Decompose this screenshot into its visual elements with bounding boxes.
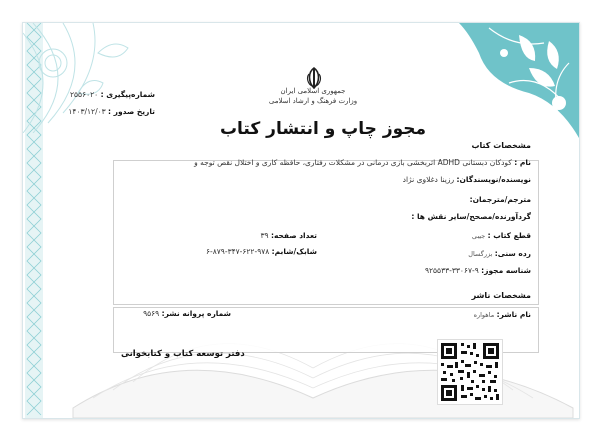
translator-label: مترجم/مترجمان: xyxy=(469,195,531,204)
license-value: ۹-۳۳۰۶۷-۹۲۵۵۳۳ xyxy=(424,266,479,275)
ministry-line-1: جمهوری اسلامی ایران xyxy=(280,87,346,95)
license-certificate xyxy=(22,22,580,419)
book-title-row xyxy=(194,158,531,167)
pages-label: تعداد صفحه: xyxy=(270,231,317,240)
compiler-row xyxy=(411,212,531,221)
publisher-name-label: نام ناشر: xyxy=(496,310,531,319)
author-label: نویسنده/نویسندگان: xyxy=(456,175,531,184)
age-label: رده سنی: xyxy=(494,249,531,258)
pages-value: ۳۹ xyxy=(260,231,269,240)
book-title-label: نام : xyxy=(514,158,531,167)
top-left-ornament xyxy=(23,23,153,133)
issue-date-value: ۱۴۰۳/۱۲/۰۳ xyxy=(68,107,106,116)
ministry-line-2: وزارت فرهنگ و ارشاد اسلامی xyxy=(268,97,358,105)
tracking-number-label: شماره‌پیگیری : xyxy=(100,90,155,99)
isbn-value: ۹۷۸-۶۲۲-۳۴۷-۸۷۹-۶ xyxy=(206,247,270,256)
compiler-label: گردآورنده/مصحح/سایر نقش ها : xyxy=(411,212,531,221)
age-value: بزرگسال xyxy=(468,250,493,258)
size-label: قطع کتاب : xyxy=(487,231,531,240)
tracking-number xyxy=(70,90,155,99)
tracking-number-value: ۲۵۵۶۰۲۰ xyxy=(69,90,99,99)
permit-row xyxy=(143,309,231,318)
qr-code[interactable] xyxy=(437,339,503,405)
book-title-value: کودکان دبستانی ADHD اثربخشی بازی درمانی در مشکلات رفتاری، حافظه کاری و اختلال نقص توجه و xyxy=(194,158,512,167)
permit-value: ۹۵۶۹ xyxy=(143,309,160,318)
issue-date-label: تاریخ صدور : xyxy=(108,107,155,116)
author-row xyxy=(403,175,531,184)
size-row xyxy=(472,231,531,240)
age-row xyxy=(468,249,531,258)
author-value: رزینا دغلاوی نژاد xyxy=(402,175,455,184)
isbn-row xyxy=(206,247,317,256)
license-label: شناسه مجوز: xyxy=(481,266,531,275)
book-details-heading: مشخصات کتاب xyxy=(471,141,531,150)
publisher-name-value: ماهواره xyxy=(473,311,495,319)
issue-date xyxy=(68,107,155,116)
permit-label: شماره پروانه نشر: xyxy=(161,309,231,318)
publisher-name-row xyxy=(474,310,531,319)
publisher-details-heading: مشخصات ناشر xyxy=(471,291,531,300)
top-right-ornament xyxy=(459,23,579,138)
pages-row xyxy=(261,231,317,240)
page-title: مجوز چاپ و انتشار کتاب xyxy=(219,119,427,139)
isbn-label: شابک/شابم: xyxy=(271,247,317,256)
size-value: جیبی xyxy=(471,232,486,240)
translator-row xyxy=(470,195,531,204)
license-row xyxy=(425,266,531,275)
issuing-office: دفتر توسعه کتاب و کتابخوانی xyxy=(121,349,245,359)
